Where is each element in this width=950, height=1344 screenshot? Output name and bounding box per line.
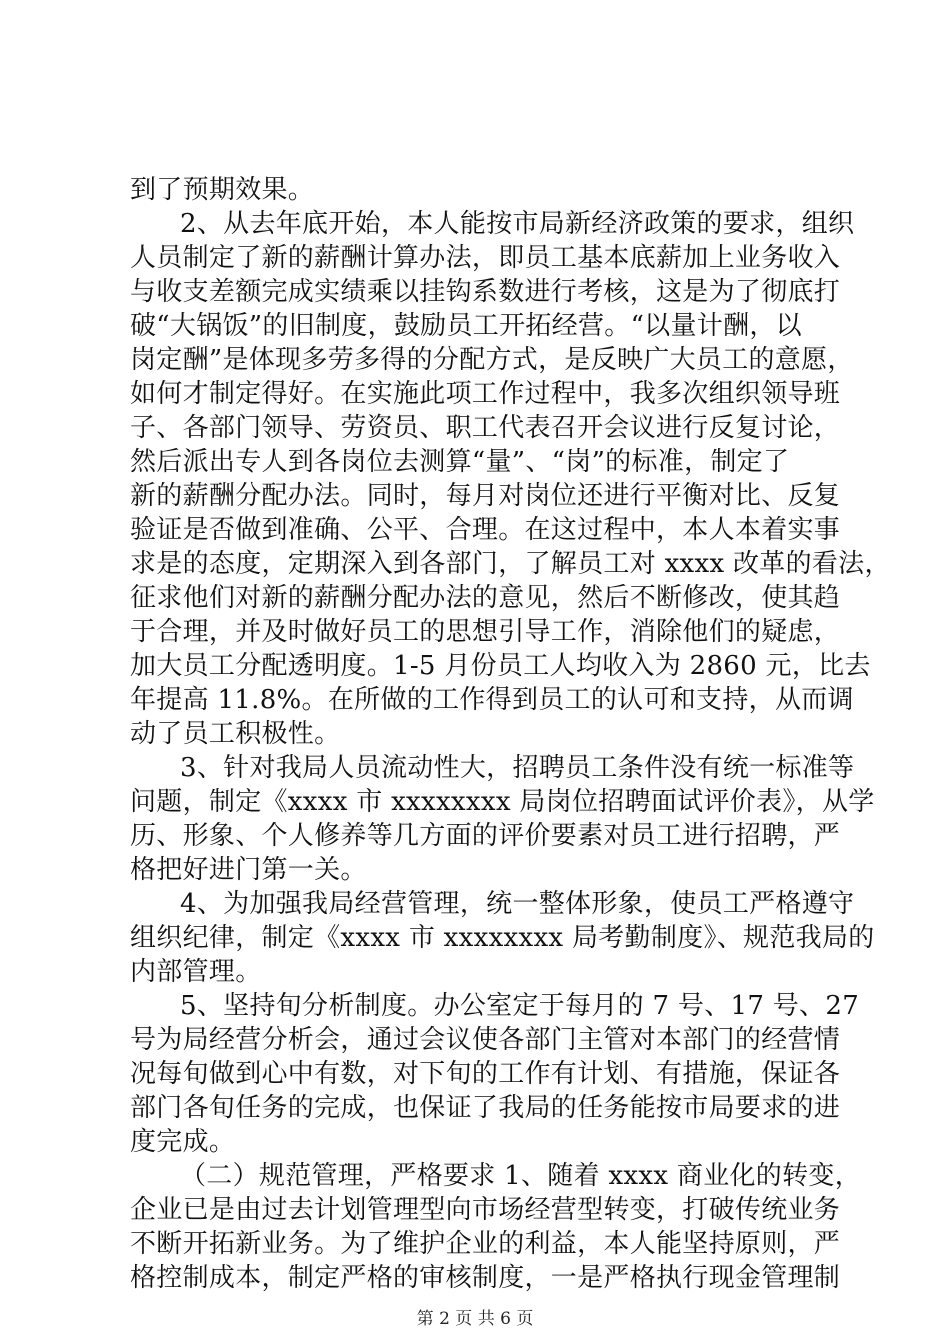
text-line: 内部管理。 [130, 957, 262, 987]
text-line: 3、针对我局人员流动性大，招聘员工条件没有统一标准等 [180, 753, 855, 783]
text-line: 不断开拓新业务。为了维护企业的利益，本人能坚持原则，严 [130, 1229, 841, 1259]
text-line: 新的薪酬分配办法。同时，每月对岗位还进行平衡对比、反复 [130, 481, 841, 511]
text-line: 破“大锅饭”的旧制度，鼓励员工开拓经营。“以量计酬，以 [130, 311, 802, 341]
text-line: 求是的态度，定期深入到各部门，了解员工对 xxxx 改革的看法， [130, 549, 891, 579]
text-line: 征求他们对新的薪酬分配办法的意见，然后不断修改，使其趋 [130, 583, 841, 613]
text-line: （二）规范管理，严格要求 1、随着 xxxx 商业化的转变， [180, 1161, 861, 1191]
text-line: 加大员工分配透明度。1-5 月份员工人均收入为 2860 元，比去 [130, 651, 871, 681]
text-line: 格控制成本，制定严格的审核制度，一是严格执行现金管理制 [130, 1263, 841, 1293]
text-line: 岗定酬”是体现多劳多得的分配方式，是反映广大员工的意愿， [130, 345, 854, 375]
text-line: 子、各部门领导、劳资员、职工代表召开会议进行反复讨论， [130, 413, 841, 443]
page-footer: 第 2 页 共 6 页 [416, 1309, 534, 1329]
text-line: 组织纪律，制定《xxxx 市 xxxxxxxx 局考勤制度》、规范我局的 [130, 923, 875, 953]
text-line: 度完成。 [130, 1127, 236, 1157]
text-line: 况每旬做到心中有数，对下旬的工作有计划、有措施，保证各 [130, 1059, 841, 1089]
text-line: 年提高 11.8%。在所做的工作得到员工的认可和支持，从而调 [130, 685, 854, 715]
text-line: 号为局经营分析会，通过会议使各部门主管对本部门的经营情 [130, 1025, 841, 1055]
text-line: 于合理，并及时做好员工的思想引导工作，消除他们的疑虑， [130, 617, 841, 647]
text-line: 验证是否做到准确、公平、合理。在这过程中，本人本着实事 [130, 515, 841, 545]
text-line: 企业已是由过去计划管理型向市场经营型转变，打破传统业务 [130, 1195, 841, 1225]
text-line: 动了员工积极性。 [130, 719, 341, 749]
text-line: 4、为加强我局经营管理，统一整体形象，使员工严格遵守 [180, 889, 855, 919]
text-line: 5、坚持旬分析制度。办公室定于每月的 7 号、17 号、27 [180, 991, 860, 1021]
text-line: 格把好进门第一关。 [130, 855, 367, 885]
text-line: 2、从去年底开始，本人能按市局新经济政策的要求，组织 [180, 209, 855, 239]
text-line: 然后派出专人到各岗位去测算“量”、“岗”的标准，制定了 [130, 447, 790, 477]
text-line: 与收支差额完成实绩乘以挂钩系数进行考核，这是为了彻底打 [130, 277, 841, 307]
text-line: 历、形象、个人修养等几方面的评价要素对员工进行招聘，严 [130, 821, 841, 851]
text-line: 部门各旬任务的完成，也保证了我局的任务能按市局要求的进 [130, 1093, 841, 1123]
text-line: 如何才制定得好。在实施此项工作过程中，我多次组织领导班 [130, 379, 841, 409]
text-line: 问题，制定《xxxx 市 xxxxxxxx 局岗位招聘面试评价表》，从学 [130, 787, 875, 817]
text-line: 人员制定了新的薪酬计算办法，即员工基本底薪加上业务收入 [130, 243, 841, 273]
text-line: 到了预期效果。 [130, 175, 315, 205]
